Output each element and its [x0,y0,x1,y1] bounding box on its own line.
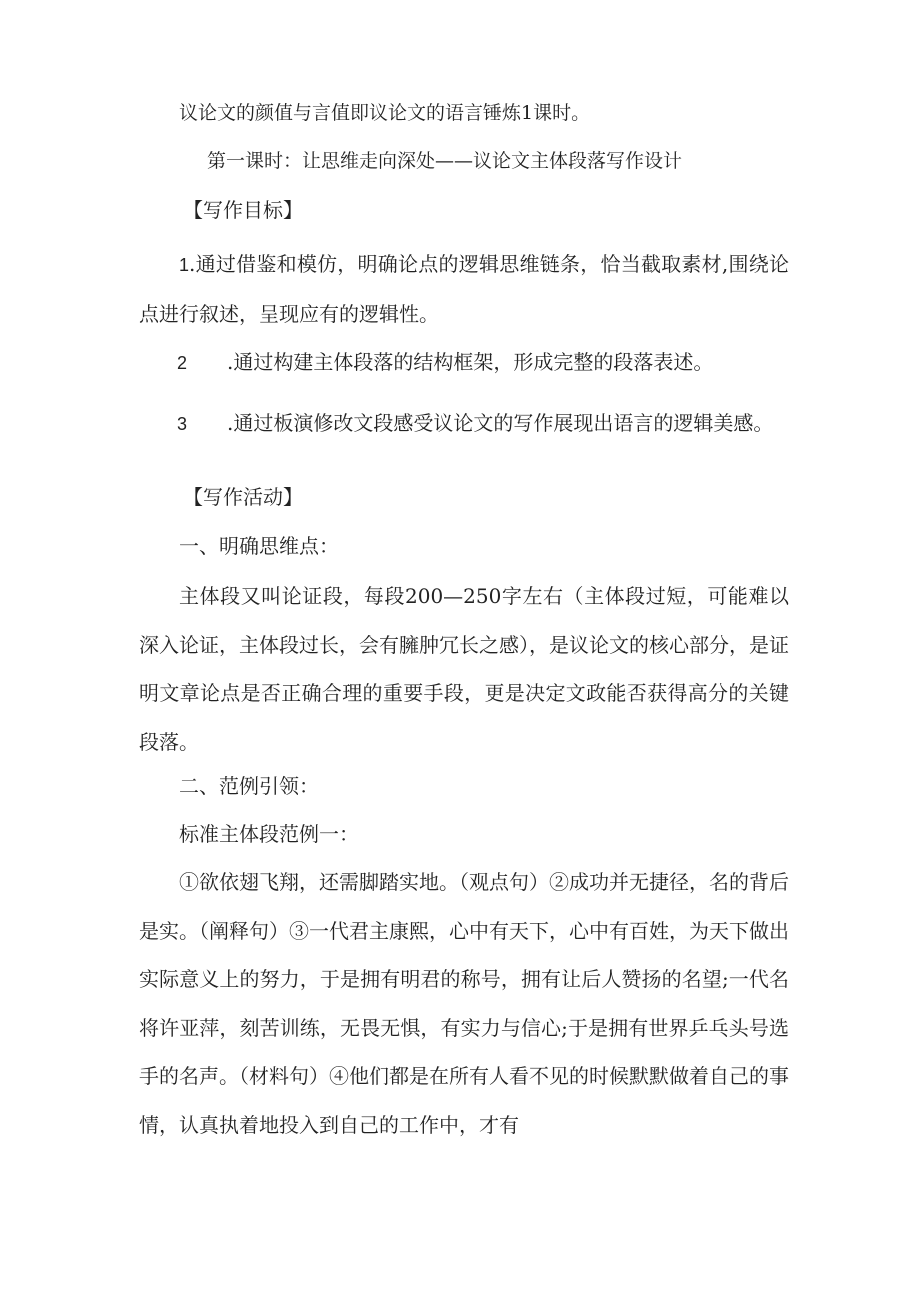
activities-heading: 【写作活动】 [183,485,303,509]
example-paragraph: ①欲依翅飞翔，还需脚踏实地。（观点句）②成功并无捷径，名的背后是实。（阐释句）③一代君主康熙，心中有天下，心中有百姓，为天下做出实际意义上的努力，于是拥有明君的称号，拥有让后人赞扬的名望;一代名将许亚萍，刻苦训练，无畏无惧，有实力与信心;于是拥有世界乒乓头号选手的名声。（材料句）④他们都是在所有人看不见的时候默默做着自己的事情，认真执着地投入到自己的工作中，才有 [139,870,789,1137]
goal-number: 2 [177,353,188,373]
section-1-paragraph: 主体段又叫论证段，每段200—250字左右（主体段过短，可能难以深入论证，主体段过长，会有臃肿冗长之感），是议论文的核心部分，是证明文章论点是否正确合理的重要手段，更是决定文政能否获得高分的关键段落。 [139,584,789,754]
goal-text: .通过借鉴和模仿，明确论点的逻辑思维链条，恰当截取素材,围绕论点进行叙述，呈现应有的逻辑性。 [139,252,789,326]
section-2-heading: 二、范例引领： [179,774,319,798]
document-subtitle: 第一课时：让思维走向深处——议论文主体段落写作设计 [207,150,683,172]
goals-heading: 【写作目标】 [183,198,303,222]
goal-text: .通过板演修改文段感受议论文的写作展现出语言的逻辑美感。 [227,411,774,435]
goal-number: 3 [177,414,188,434]
goal-number: 1 [179,255,190,275]
document-title: 议论文的颜值与言值即议论文的语言锤炼1课时。 [179,102,591,124]
section-1-heading: 一、明确思维点： [179,534,339,558]
goal-text: .通过构建主体段落的结构框架，形成完整的段落表述。 [227,350,714,374]
goal-item-2 [177,348,713,377]
goal-item-3 [177,409,773,438]
goal-item-1 [139,240,789,338]
example-heading: 标准主体段范例一： [179,822,359,846]
